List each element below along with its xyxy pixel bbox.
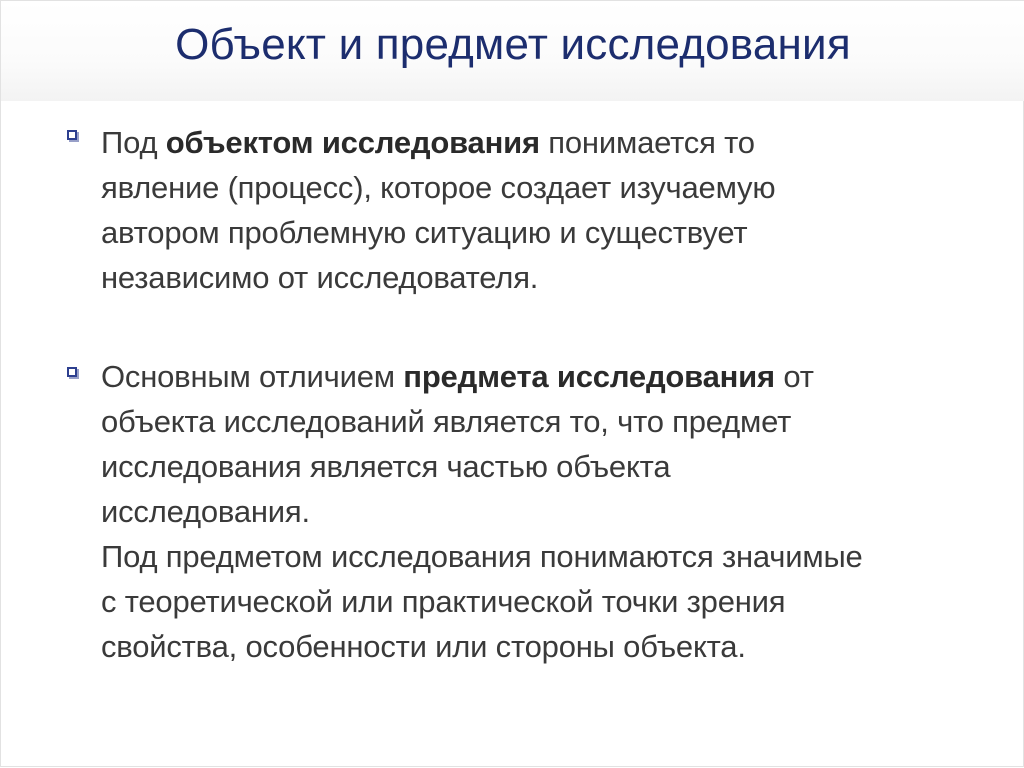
bullet-line [101, 399, 981, 444]
bullet-line [101, 489, 981, 534]
text-run: свойства, особенности или стороны объекта. [101, 629, 746, 664]
bold-term: предмета исследования [403, 359, 775, 394]
text-run: объекта исследований является то, что предмет [101, 404, 792, 439]
bold-term: объектом исследования [165, 125, 540, 160]
text-run: Под [101, 125, 166, 160]
bullet-line [101, 255, 981, 300]
text-run: Под предметом исследования понимаются значимые [101, 539, 863, 574]
text-run: с теоретической или практической точки зрения [101, 584, 786, 619]
bullet-text-subject [101, 354, 981, 669]
bullet-line [101, 120, 981, 165]
bullet-line [101, 165, 981, 210]
hollow-square-bullet-icon [67, 130, 77, 140]
hollow-square-bullet-icon [67, 367, 77, 377]
text-run: понимается то [539, 125, 755, 160]
bullet-line [101, 534, 981, 579]
bullet-line [101, 210, 981, 255]
bullet-line [101, 579, 981, 624]
slide-title: Объект и предмет исследования [175, 20, 851, 69]
text-run: Основным отличием [101, 359, 404, 394]
text-run: исследования является частью объекта [101, 449, 671, 484]
bullet-text-object [101, 120, 981, 300]
slide-content [1, 1, 1024, 768]
text-run: независимо от исследователя. [101, 260, 539, 295]
bullet-line [101, 354, 981, 399]
text-run: от [774, 359, 814, 394]
bullet-line [101, 444, 981, 489]
text-run: автором проблемную ситуацию и существует [101, 215, 748, 250]
bullet-line [101, 624, 981, 669]
text-run: явление (процесс), которое создает изучаемую [101, 170, 776, 205]
text-run: исследования. [101, 494, 310, 529]
